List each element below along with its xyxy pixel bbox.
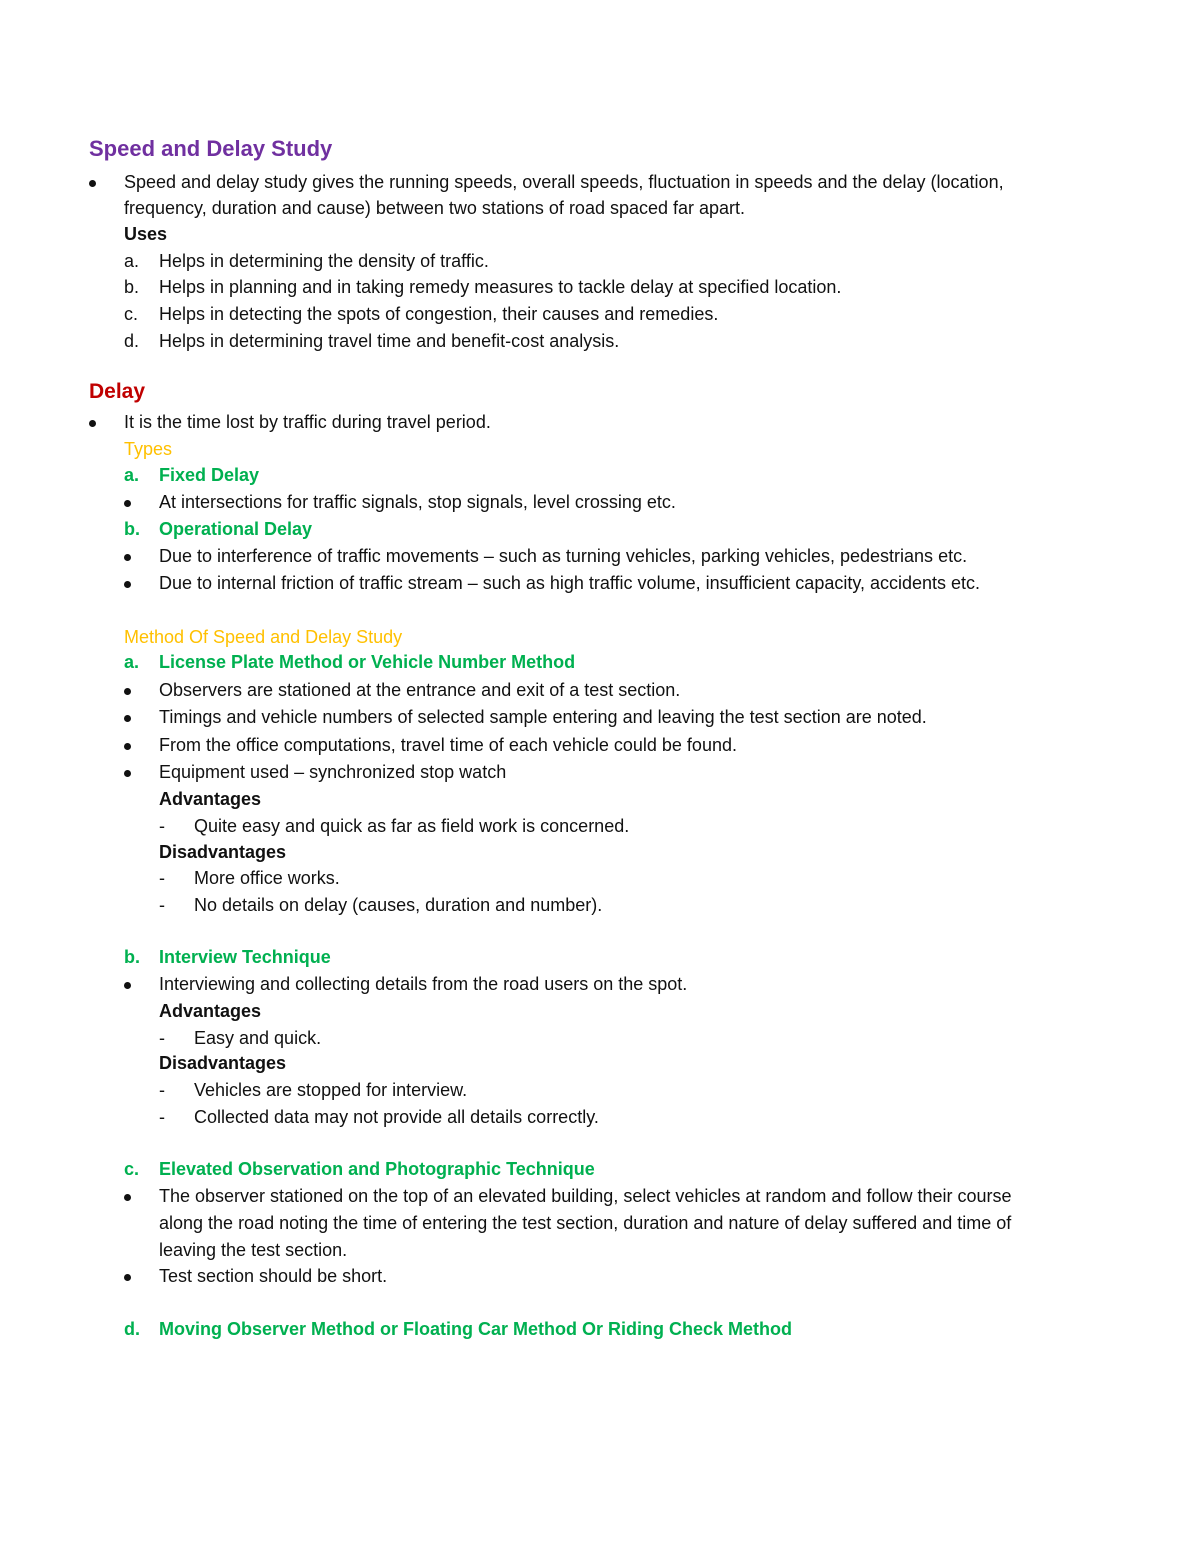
bullet-icon (124, 743, 131, 750)
types-label: Types (124, 439, 173, 459)
disadvantages-label: Disadvantages (159, 842, 287, 862)
list-marker: a. (124, 652, 140, 672)
list-item: Timings and vehicle numbers of selected sample entering and leaving the test section are noted. (159, 707, 927, 727)
list-item: Due to interference of traffic movements – such as turning vehicles, parking vehicles, pedestrians etc. (159, 546, 968, 566)
list-item: Easy and quick. (194, 1028, 322, 1048)
dash-marker: - (159, 895, 165, 915)
dash-marker: - (159, 1080, 165, 1100)
list-item: Helps in planning and in taking remedy measures to tackle delay at specified location. (159, 277, 842, 297)
bullet-icon (124, 982, 131, 989)
subheading: Operational Delay (159, 519, 313, 539)
dash-marker: - (159, 1028, 165, 1048)
uses-label: Uses (124, 224, 168, 244)
list-marker: b. (124, 519, 140, 539)
list-item: Helps in detecting the spots of congestion, their causes and remedies. (159, 304, 719, 324)
bullet-icon (124, 688, 131, 695)
dash-marker: - (159, 816, 165, 836)
list-marker: a. (124, 251, 140, 271)
list-item: along the road noting the time of entering the test section, duration and nature of delay suffered and time of (159, 1213, 1012, 1233)
disadvantages-label: Disadvantages (159, 1053, 287, 1073)
list-item: Due to internal friction of traffic stream – such as high traffic volume, insufficient capacity, accidents etc. (159, 573, 981, 593)
bullet-icon (124, 1274, 131, 1281)
advantages-label: Advantages (159, 789, 262, 809)
list-item: Test section should be short. (159, 1266, 388, 1286)
list-item: Helps in determining the density of traffic. (159, 251, 489, 271)
dash-marker: - (159, 868, 165, 888)
methods-title: Method Of Speed and Delay Study (124, 627, 403, 647)
subheading: License Plate Method or Vehicle Number Method (159, 652, 576, 672)
subheading: Fixed Delay (159, 465, 260, 485)
section-title: Delay (89, 380, 146, 403)
list-item: Collected data may not provide all details correctly. (194, 1107, 599, 1127)
list-item: Vehicles are stopped for interview. (194, 1080, 468, 1100)
dash-marker: - (159, 1107, 165, 1127)
list-item: More office works. (194, 868, 340, 888)
list-marker: b. (124, 277, 140, 297)
list-item: Quite easy and quick as far as field work is concerned. (194, 816, 630, 836)
list-item: The observer stationed on the top of an elevated building, select vehicles at random and follow their course (159, 1186, 1012, 1206)
intro-text: Speed and delay study gives the running speeds, overall speeds, fluctuation in speeds and the delay (location, (124, 172, 1004, 192)
bullet-icon (89, 420, 96, 427)
list-item: Interviewing and collecting details from the road users on the spot. (159, 974, 688, 994)
section-title: Speed and Delay Study (89, 136, 333, 161)
subheading: Interview Technique (159, 947, 331, 967)
list-marker: d. (124, 1319, 140, 1339)
list-item: From the office computations, travel time of each vehicle could be found. (159, 735, 737, 755)
bullet-icon (124, 1194, 131, 1201)
advantages-label: Advantages (159, 1001, 262, 1021)
bullet-icon (124, 554, 131, 561)
definition-text: It is the time lost by traffic during travel period. (124, 412, 491, 432)
list-item: Helps in determining travel time and benefit-cost analysis. (159, 331, 620, 351)
bullet-icon (124, 770, 131, 777)
intro-text: frequency, duration and cause) between two stations of road spaced far apart. (124, 198, 746, 218)
bullet-icon (124, 581, 131, 588)
list-item: No details on delay (causes, duration and number). (194, 895, 603, 915)
list-marker: a. (124, 465, 140, 485)
list-item: At intersections for traffic signals, stop signals, level crossing etc. (159, 492, 676, 512)
bullet-icon (124, 500, 131, 507)
list-marker: b. (124, 947, 140, 967)
bullet-icon (89, 180, 96, 187)
list-item: Equipment used – synchronized stop watch (159, 762, 507, 782)
list-item: Observers are stationed at the entrance and exit of a test section. (159, 680, 681, 700)
list-marker: c. (124, 1159, 140, 1179)
subheading: Elevated Observation and Photographic Technique (159, 1159, 595, 1179)
list-marker: c. (124, 304, 139, 324)
subheading: Moving Observer Method or Floating Car Method Or Riding Check Method (159, 1319, 793, 1339)
list-item: leaving the test section. (159, 1240, 348, 1260)
list-marker: d. (124, 331, 140, 351)
bullet-icon (124, 715, 131, 722)
